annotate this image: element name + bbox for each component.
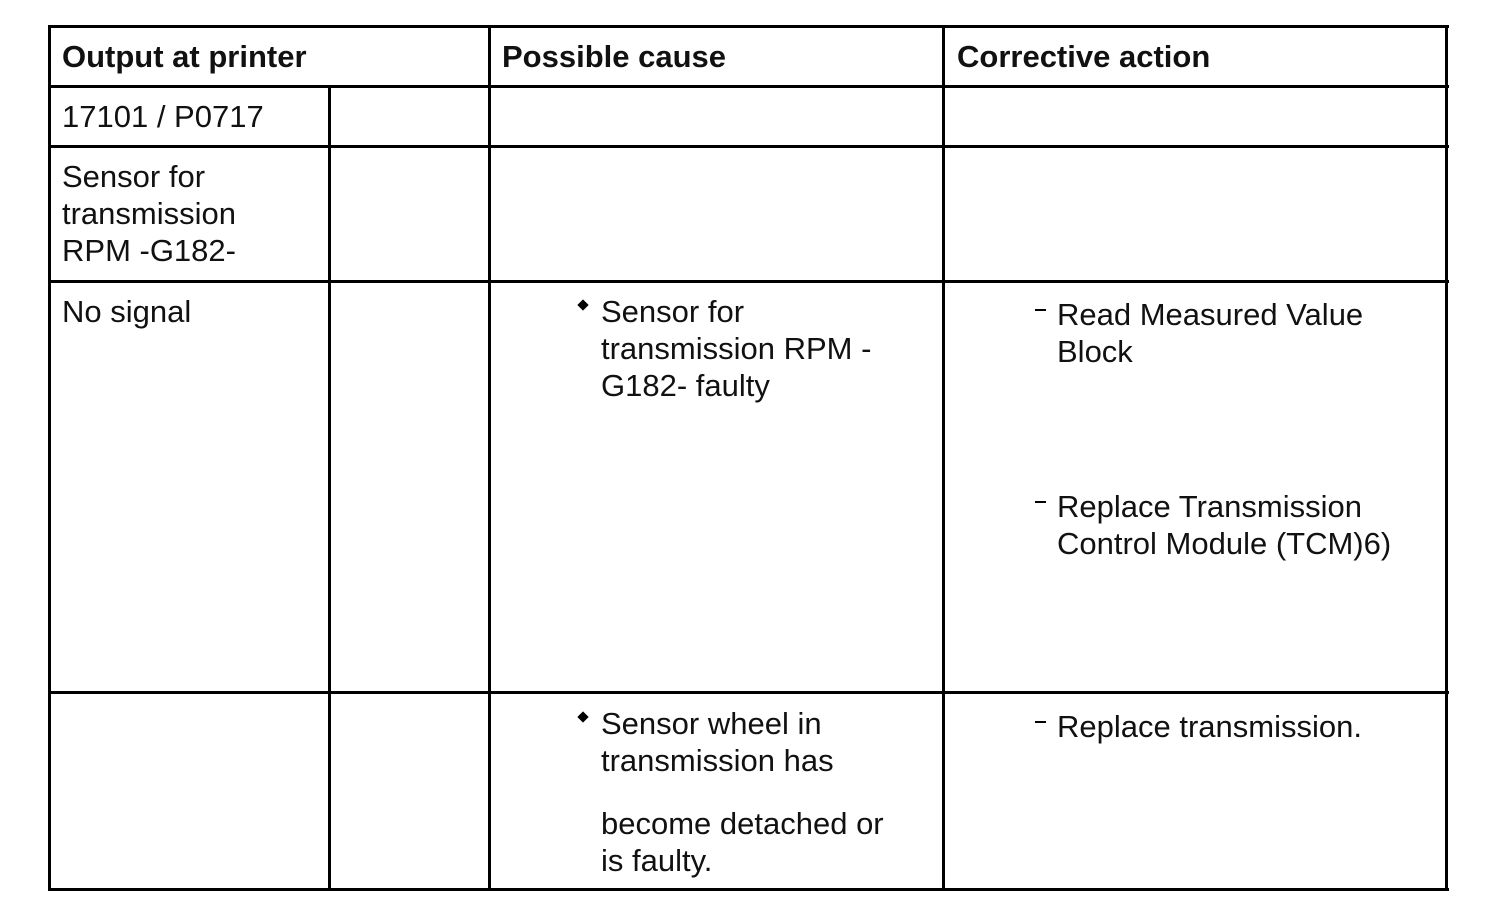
table-border-left: [48, 25, 51, 891]
row-divider: [48, 280, 1449, 283]
cause-line: Sensor wheel in: [601, 706, 822, 741]
bullet-diamond-icon: [577, 299, 588, 310]
action-line: Replace transmission.: [1057, 709, 1362, 744]
header-possible-cause: Possible cause: [502, 39, 727, 74]
action-line: Replace Transmission: [1057, 489, 1362, 524]
cause-line: become detached or: [601, 806, 884, 841]
bullet-dash-icon: [1035, 501, 1046, 503]
cause-line: transmission RPM -: [601, 331, 872, 366]
bullet-diamond-icon: [577, 711, 588, 722]
header-corrective-action: Corrective action: [957, 39, 1211, 74]
component-line: Sensor for: [62, 159, 206, 194]
bullet-dash-icon: [1035, 721, 1046, 723]
cause-line: transmission has: [601, 743, 834, 778]
row-divider: [48, 85, 1449, 88]
fault-code: 17101 / P0717: [62, 99, 264, 134]
component-line: RPM -G182-: [62, 233, 236, 268]
column-divider: [942, 25, 945, 891]
row-divider: [48, 691, 1449, 694]
action-line: Control Module (TCM)6): [1057, 526, 1392, 561]
table-border-right: [1445, 25, 1448, 891]
action-line: Block: [1057, 334, 1133, 369]
column-divider: [328, 85, 331, 891]
bullet-dash-icon: [1035, 309, 1046, 311]
row-divider: [48, 145, 1449, 148]
action-line: Read Measured Value: [1057, 297, 1364, 332]
header-output-at-printer: Output at printer: [62, 39, 307, 74]
component-line: transmission: [62, 196, 236, 231]
symptom-text: No signal: [62, 294, 192, 329]
cause-line: Sensor for: [601, 294, 745, 329]
table-border-top: [48, 25, 1449, 28]
cause-line: G182- faulty: [601, 368, 770, 403]
column-divider: [488, 25, 491, 891]
cause-line: is faulty.: [601, 843, 713, 878]
table-border-bottom: [48, 888, 1449, 891]
